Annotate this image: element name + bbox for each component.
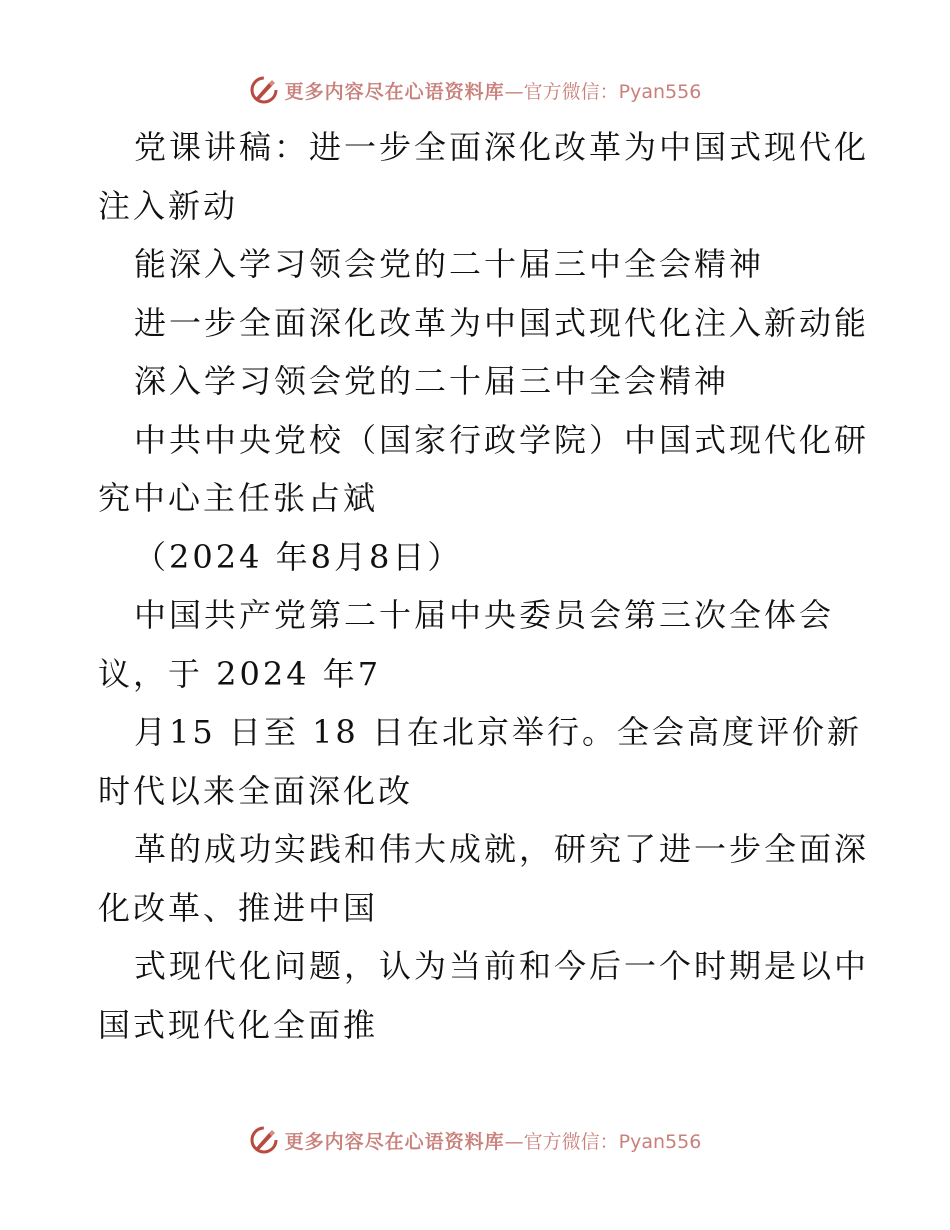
title-line: 党课讲稿：进一步全面深化改革为中国式现代化 (134, 128, 870, 166)
paragraph-line: 革的成功实践和伟大成就，研究了进一步全面深 (134, 830, 870, 868)
paragraph-line: 化改革、推进中国 (98, 888, 379, 927)
date-line: （2024 年8月8日） (134, 537, 463, 576)
header-watermark-banner (0, 70, 950, 110)
paragraph-line: 时代以来全面深化改 (98, 771, 414, 810)
footer-watermark-banner (0, 1120, 950, 1160)
pen-circle-logo-icon (249, 75, 279, 105)
banner-wechat-text: —官方微信：Pyan556 (504, 80, 702, 103)
banner-wechat-text: —官方微信：Pyan556 (504, 1130, 702, 1153)
pen-circle-logo-icon (249, 1125, 279, 1155)
author-line-continued: 究中心主任张占斌 (98, 479, 379, 517)
paragraph-line: 议，于 2024 年7 (98, 654, 382, 693)
paragraph-line: 中国共产党第二十届中央委员会第三次全体会 (134, 596, 835, 634)
author-line: 中共中央党校（国家行政学院）中国式现代化研 (134, 420, 870, 459)
paragraph-line: 国式现代化全面推 (98, 1005, 379, 1044)
title-line-continued: 注入新动 (98, 186, 239, 225)
banner-main-text: 更多内容尽在心语资料库 (284, 1130, 505, 1153)
banner-main-text: 更多内容尽在心语资料库 (284, 80, 505, 103)
paragraph-line: 月15 日至 18 日在北京举行。全会高度评价新 (134, 713, 862, 751)
paragraph-line: 式现代化问题，认为当前和今后一个时期是以中 (134, 947, 870, 985)
subheading-line: 深入学习领会党的二十届三中全会精神 (134, 362, 730, 400)
document-body (98, 118, 870, 1054)
heading-line: 进一步全面深化改革为中国式现代化注入新动能 (134, 303, 870, 342)
subtitle-line: 能深入学习领会党的二十届三中全会精神 (134, 245, 765, 283)
